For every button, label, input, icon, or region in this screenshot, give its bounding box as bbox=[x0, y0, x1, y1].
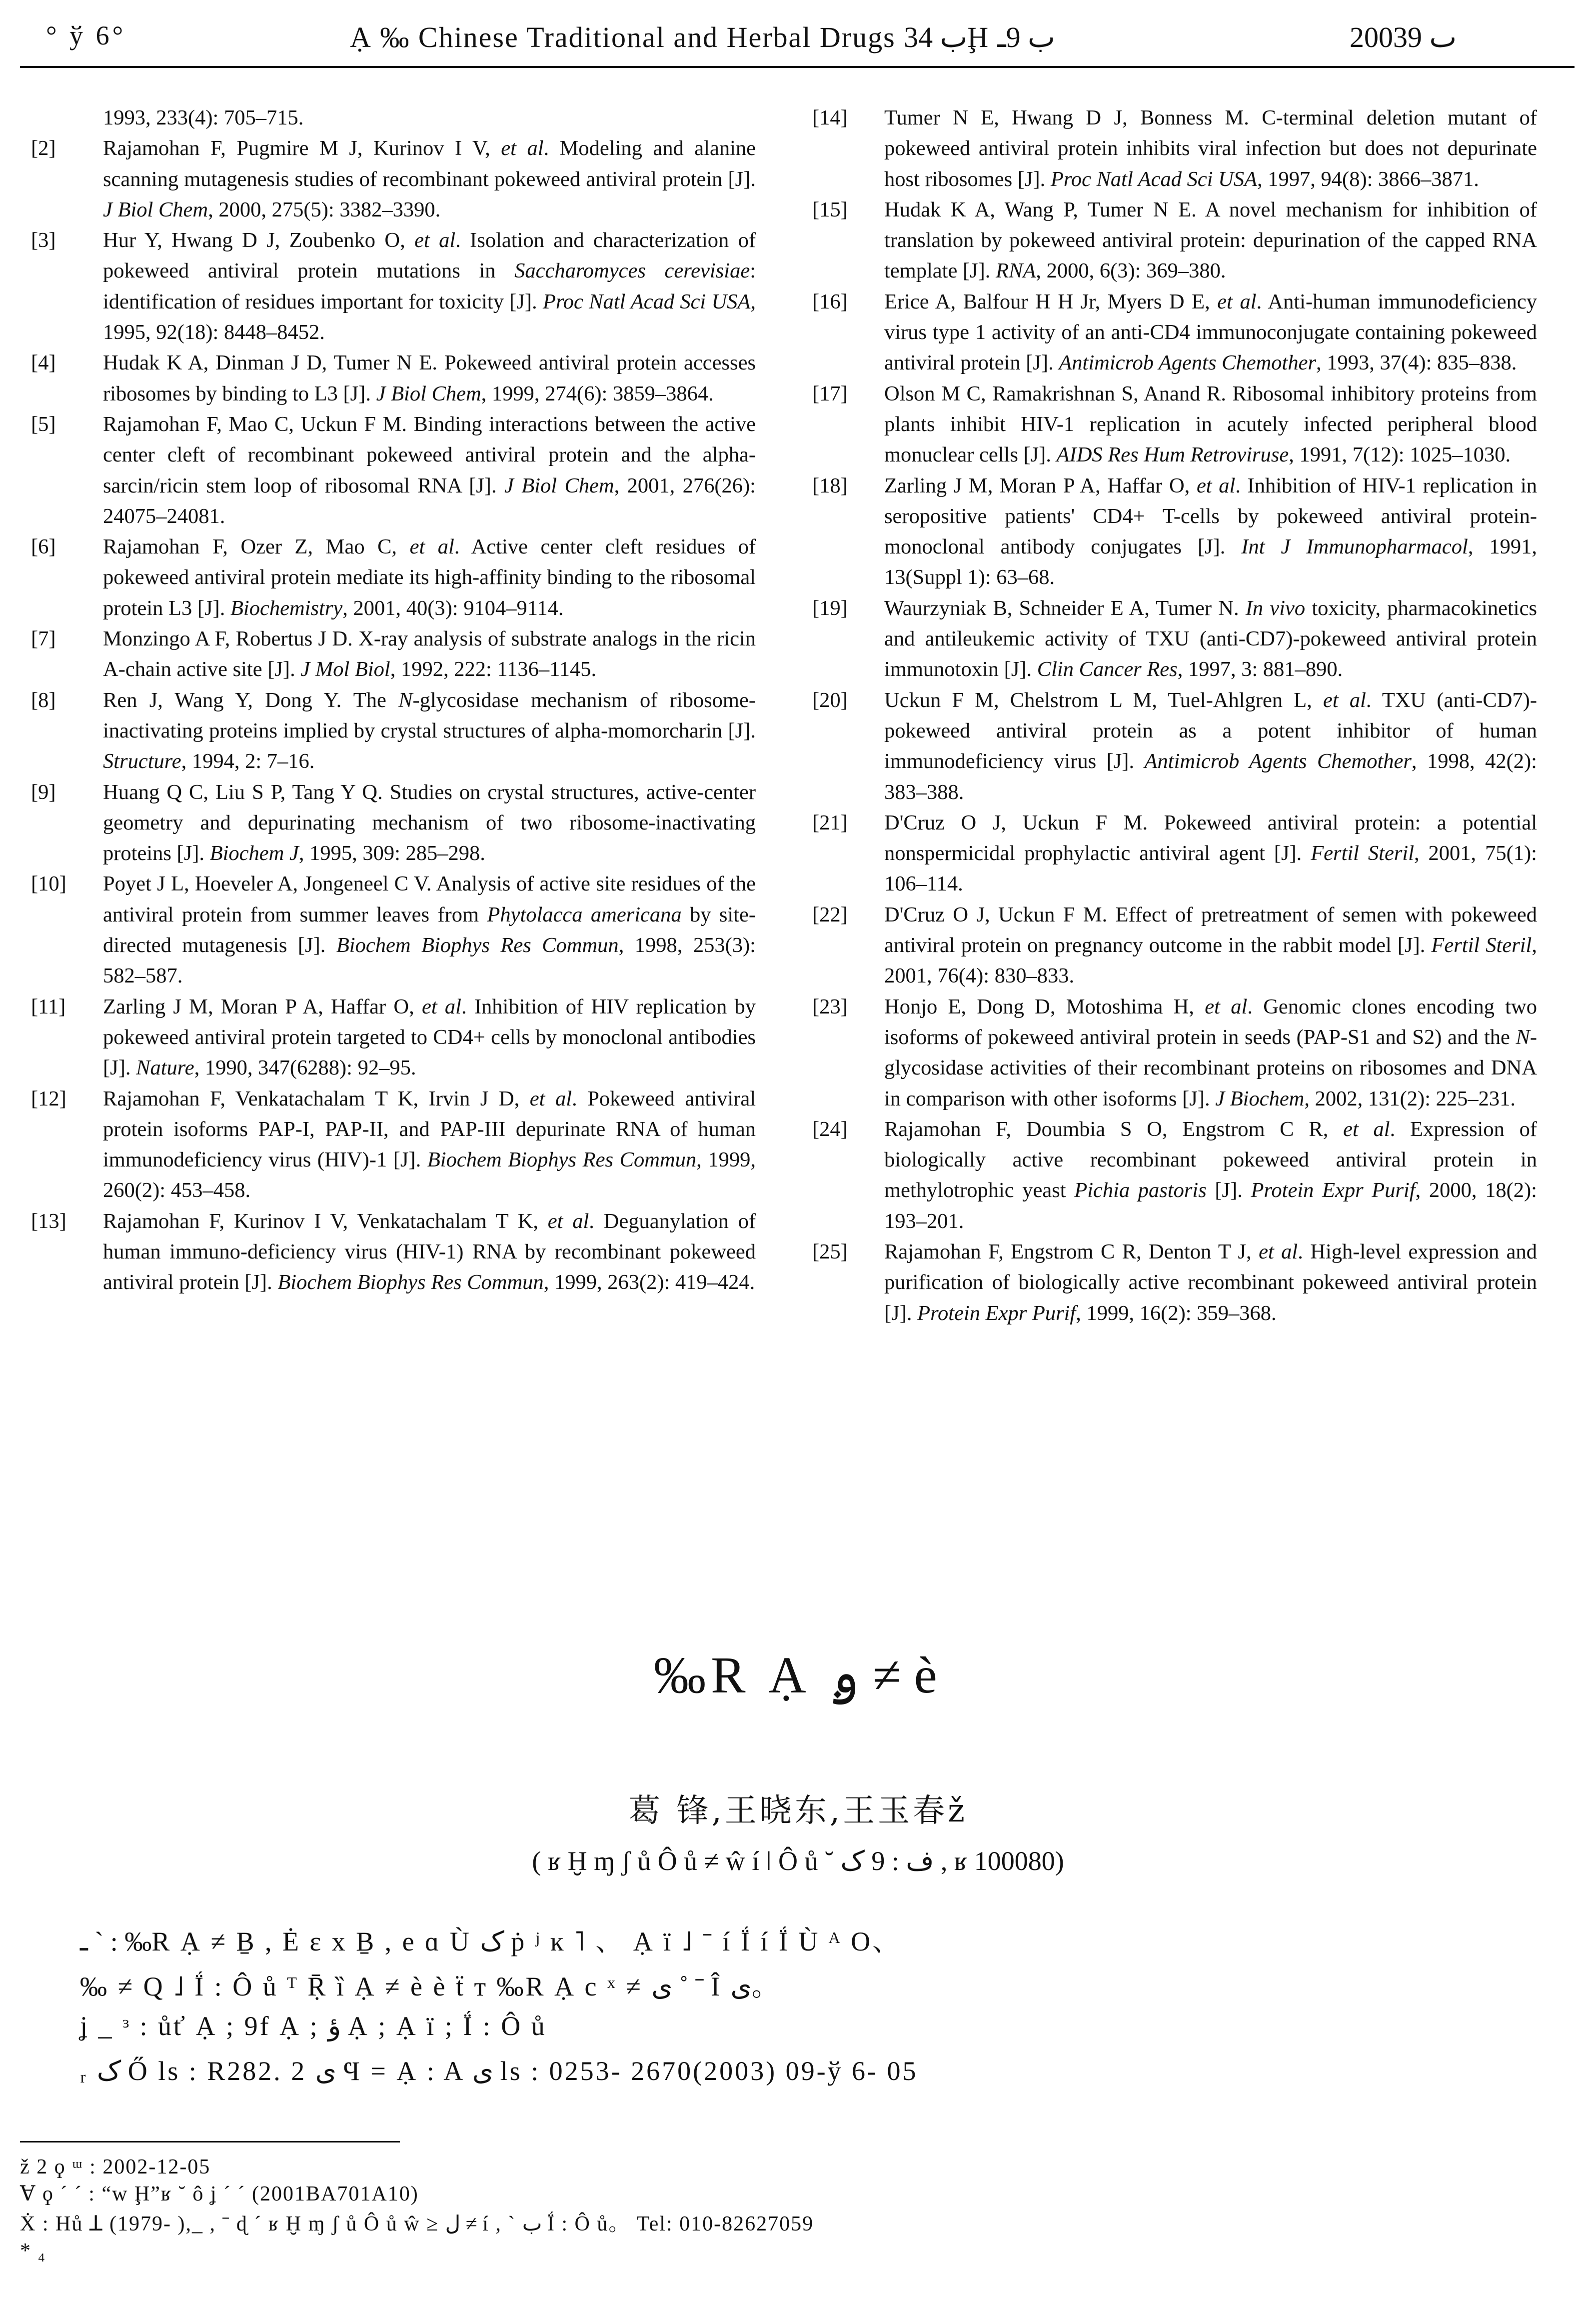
reference-italic-text: N bbox=[398, 688, 413, 712]
reference-italic-text: et al bbox=[1259, 1240, 1298, 1264]
header-journal-title: Ạ ‰ Chinese Traditional and Herbal Drugs ب 34Ḩ ب 9ـ bbox=[350, 21, 1055, 54]
reference-item bbox=[31, 992, 756, 1084]
reference-text: , 1997, 3: 881–890. bbox=[1177, 658, 1343, 682]
reference-italic-text: et al bbox=[1323, 688, 1366, 712]
reference-text: [J]. bbox=[1206, 1178, 1251, 1202]
reference-text: , 1999, 274(6): 3859–3864. bbox=[481, 382, 714, 406]
reference-italic-text: Structure bbox=[103, 750, 181, 774]
reference-italic-text: Biochem Biophys Res Commun bbox=[277, 1270, 544, 1294]
reference-italic-text: et al bbox=[501, 136, 544, 160]
reference-number: [22] bbox=[812, 902, 848, 926]
reference-italic-text: Int J Immunopharmacol bbox=[1241, 535, 1468, 559]
references-left-column bbox=[31, 102, 756, 1298]
reference-italic-text: Fertil Steril bbox=[1431, 934, 1532, 958]
reference-number: [10] bbox=[31, 872, 66, 896]
reference-text: D'Cruz O J, Uckun F M. Pokeweed antiviral protein: a potential nonspermicidal prophylactic antiviral agent [J]. bbox=[884, 810, 1537, 866]
reference-item bbox=[812, 1114, 1537, 1236]
reference-item bbox=[31, 624, 756, 685]
reference-italic-text: Nature bbox=[136, 1056, 194, 1080]
reference-item bbox=[812, 194, 1537, 286]
page-header bbox=[0, 0, 1596, 75]
reference-text: Poyet J L, Hoeveler A, Jongeneel C V. Analysis of active site residues of the antiviral protein from summer leaves from bbox=[103, 872, 756, 926]
reference-text: Rajamohan F, Engstrom C R, Denton T J, bbox=[884, 1240, 1259, 1264]
header-page-info: ° ў 6° bbox=[46, 20, 126, 50]
reference-text: , 1999, 263(2): 419–424. bbox=[543, 1270, 755, 1294]
reference-text: , 1990, 347(6288): 92–95. bbox=[194, 1056, 416, 1080]
reference-item bbox=[31, 225, 756, 348]
reference-text: . Deguanylation of human immuno-deficiency virus (HIV-1) RNA by recombinant pokeweed antiviral protein [J]. bbox=[103, 1209, 756, 1294]
reference-text: , 2001, 276(26): 24075–24081. bbox=[103, 474, 756, 528]
reference-text: , 1992, 222: 1136–1145. bbox=[390, 658, 597, 682]
reference-italic-text: et al bbox=[409, 535, 454, 559]
reference-number: [19] bbox=[812, 596, 848, 620]
reference-italic-text: et al bbox=[529, 1086, 572, 1110]
reference-number: [5] bbox=[31, 412, 56, 436]
reference-number: [18] bbox=[812, 474, 848, 498]
reference-italic-text: Antimicrob Agents Chemother bbox=[1144, 750, 1412, 774]
reference-item bbox=[812, 286, 1537, 378]
reference-text: Rajamohan F, Mao C, Uckun F M. Binding interactions between the active center cleft of recombinant pokeweed antiviral protein and the alpha-sarcin/ricin stem loop of ribosomal RNA [J]. bbox=[103, 412, 756, 498]
reference-text: . High-level expression and purification of biologically active recombinant pokeweed antiviral protein [J]. bbox=[884, 1240, 1537, 1325]
reference-text: Ren J, Wang Y, Dong Y. The bbox=[103, 688, 399, 712]
reference-text: Erice A, Balfour H H Jr, Myers D E, bbox=[884, 290, 1218, 314]
reference-text: , 1993, 37(4): 835–838. bbox=[1316, 351, 1517, 375]
reference-number: [13] bbox=[31, 1209, 66, 1233]
reference-text: by site-directed mutagenesis [J]. bbox=[103, 902, 756, 958]
reference-number: [9] bbox=[31, 780, 56, 804]
reference-italic-text: Clin Cancer Res bbox=[1037, 658, 1178, 682]
reference-text: , 1999, 16(2): 359–368. bbox=[1076, 1301, 1277, 1325]
reference-italic-text: Protein Expr Purif bbox=[1251, 1178, 1416, 1202]
reference-text: Zarling J M, Moran P A, Haffar O, bbox=[884, 474, 1197, 498]
reference-item bbox=[31, 868, 756, 991]
reference-item bbox=[31, 409, 756, 532]
reference-text: , 2000, 275(5): 3382–3390. bbox=[208, 198, 441, 222]
reference-text: . TXU (anti-CD7)-pokeweed antiviral protein as a potent inhibitor of human immunodeficiency virus [J]. bbox=[884, 688, 1537, 774]
header-issue-date: 2003ٮ 9 bbox=[1350, 21, 1457, 54]
reference-item bbox=[812, 593, 1537, 685]
reference-italic-text: Phytolacca americana bbox=[487, 902, 682, 926]
reference-text: D'Cruz O J, Uckun F M. Effect of pretreatment of semen with pokeweed antiviral protein on pregnancy outcome in the rabbit model [J]. bbox=[884, 902, 1537, 958]
reference-italic-text: Proc Natl Acad Sci USA bbox=[1050, 167, 1258, 191]
reference-italic-text: Pichia pastoris bbox=[1074, 1178, 1207, 1202]
reference-italic-text: RNA bbox=[996, 259, 1036, 283]
reference-text: . Genomic clones encoding two isoforms of pokeweed antiviral protein in seeds (PAP-S1 and S2) and the bbox=[884, 994, 1537, 1049]
reference-text: , 1998, 253(3): 582–587. bbox=[103, 934, 756, 988]
reference-text: 1993, 233(4): 705–715. bbox=[103, 106, 304, 130]
reference-text: Rajamohan F, Ozer Z, Mao C, bbox=[103, 535, 410, 559]
reference-number: [24] bbox=[812, 1117, 848, 1141]
reference-item bbox=[812, 1236, 1537, 1328]
reference-text: Honjo E, Dong D, Motoshima H, bbox=[884, 994, 1205, 1018]
reference-italic-text: et al bbox=[547, 1209, 589, 1233]
reference-number: [3] bbox=[31, 228, 56, 252]
reference-italic-text: J Biol Chem bbox=[504, 474, 614, 498]
reference-text: , 1994, 2: 7–16. bbox=[181, 750, 315, 774]
reference-italic-text: Biochemistry bbox=[230, 596, 343, 620]
reference-italic-text: et al bbox=[414, 228, 456, 252]
footnote-funding: Ɐ ϙ ˊ ˊ : “w Ḩ”ʁ ˘ ô ʝ ˊ ˊ (2001BA701A10) bbox=[20, 2182, 419, 2206]
reference-text: -glycosidase activities of their recombinant proteins on ribosomes and DNA in comparison with other isoforms [J]. bbox=[884, 1025, 1537, 1110]
reference-text: , 2000, 18(2): 193–201. bbox=[884, 1178, 1537, 1233]
footnote-mark: * ₄ bbox=[20, 2240, 46, 2262]
reference-text: , 2002, 131(2): 225–231. bbox=[1304, 1086, 1516, 1110]
reference-item bbox=[31, 532, 756, 624]
article-title: ‰R Ạ ࢫ ≠ è bbox=[654, 1646, 942, 1704]
reference-italic-text: J Mol Biol bbox=[300, 658, 390, 682]
reference-number: [15] bbox=[812, 198, 848, 222]
reference-item bbox=[31, 1084, 756, 1206]
reference-italic-text: Biochem Biophys Res Commun bbox=[336, 934, 619, 958]
header-rule bbox=[20, 66, 1575, 68]
reference-text: Rajamohan F, Pugmire M J, Kurinov I V, bbox=[103, 136, 501, 160]
reference-text: : identification of residues important for toxicity [J]. bbox=[103, 259, 756, 314]
reference-italic-text: et al bbox=[1217, 290, 1257, 314]
reference-italic-text: et al bbox=[1196, 474, 1236, 498]
reference-italic-text: et al bbox=[421, 994, 461, 1018]
reference-italic-text: J Biol Chem bbox=[376, 382, 481, 406]
reference-item bbox=[31, 685, 756, 777]
reference-text: . Inhibition of HIV-1 replication in seropositive patients' CD4+ T-cells by pokeweed antiviral protein-monoclonal antibody conjugates [J]. bbox=[884, 474, 1537, 559]
reference-item bbox=[812, 470, 1537, 593]
reference-italic-text: Fertil Steril bbox=[1311, 842, 1414, 866]
reference-text: Hudak K A, Dinman J D, Tumer N E. Pokeweed antiviral protein accesses ribosomes by binding to L3 [J]. bbox=[103, 351, 756, 406]
footnote-received: ž 2 ϙ ᵚ : 2002-12-05 bbox=[20, 2156, 211, 2178]
reference-italic-text: et al bbox=[1205, 994, 1248, 1018]
reference-number: [23] bbox=[812, 994, 848, 1018]
reference-item bbox=[31, 777, 756, 869]
reference-text: Hudak K A, Wang P, Tumer N E. A novel mechanism for inhibition of translation by pokeweed antiviral protein: depurination of the capped RNA template [J]. bbox=[884, 198, 1537, 283]
reference-text: Tumer N E, Hwang D J, Bonness M. C-terminal deletion mutant of pokeweed antiviral protein inhibits viral infection but does not depurinate host ribosomes [J]. bbox=[884, 106, 1537, 191]
reference-text: Hur Y, Hwang D J, Zoubenko O, bbox=[103, 228, 415, 252]
reference-number: [12] bbox=[31, 1086, 66, 1110]
reference-text: , 2001, 76(4): 830–833. bbox=[884, 934, 1537, 988]
reference-text: , 1997, 94(8): 3866–3871. bbox=[1257, 167, 1479, 191]
reference-text: Rajamohan F, Doumbia S O, Engstrom C R, bbox=[884, 1117, 1344, 1141]
reference-item bbox=[31, 133, 756, 225]
reference-item bbox=[31, 102, 756, 133]
abstract-line: ـ ˋ : ‰R Ạ ≠ Ḇ , Ė ε x Ḇ , e ɑ Ù ک ṗ ʲ ĸ ˥ 、 Ạ ï ˩ ˉ í Ḯ í Ḯ Ù ᴬ O、 bbox=[80, 1926, 902, 1956]
reference-number: [14] bbox=[812, 106, 848, 130]
reference-text: , 2000, 6(3): 369–380. bbox=[1036, 259, 1226, 283]
reference-italic-text: Biochem J bbox=[209, 842, 299, 866]
reference-text: Olson M C, Ramakrishnan S, Anand R. Ribosomal inhibitory proteins from plants inhibit HIV-1 replication in acutely infected peripheral blood monuclear cells [J]. bbox=[884, 382, 1537, 467]
reference-italic-text: Biochem Biophys Res Commun bbox=[427, 1148, 697, 1172]
reference-number: [17] bbox=[812, 382, 848, 406]
reference-number: [4] bbox=[31, 351, 56, 375]
article-affiliation: ( ʁ Ḫ ɱ ʃ ů Ô ů ≠ ŵ í ǀ Ô ů ˘ ف : 9 ک , ʁ 100080) bbox=[532, 1846, 1064, 1876]
reference-text: toxicity, pharmacokinetics and antileukemic activity of TXU (anti-CD7)-pokeweed antiviral protein immunotoxin [J]. bbox=[884, 596, 1538, 682]
reference-text: , 1991, 13(Suppl 1): 63–68. bbox=[884, 535, 1538, 590]
reference-text: -glycosidase mechanism of ribosome-inactivating proteins implied by crystal structures of alpha-momorcharin [J]. bbox=[103, 688, 756, 742]
reference-text: . Inhibition of HIV replication by pokeweed antiviral protein targeted to CD4+ cells by monoclonal antibodies [J]. bbox=[103, 994, 756, 1080]
reference-item bbox=[812, 992, 1537, 1114]
reference-number: [8] bbox=[31, 688, 56, 712]
reference-number: [6] bbox=[31, 535, 56, 559]
reference-text: . Anti-human immunodeficiency virus type 1 activity of an anti-CD4 immunoconjugate containing pokeweed antiviral protein [J]. bbox=[884, 290, 1538, 375]
reference-text: , 2001, 75(1): 106–114. bbox=[884, 842, 1537, 896]
abstract-line: ‰ ≠ Q ˩ Ḯ : Ô ů ᵀ Ṝ ȉ Ạ ≠ è è ẗ ᴛ ‰R Ạ c ˣ ≠ ى ˚ ˉ Î ى。 bbox=[80, 1972, 781, 2002]
reference-italic-text: In vivo bbox=[1245, 596, 1306, 620]
reference-italic-text: Protein Expr Purif bbox=[917, 1301, 1076, 1325]
reference-text: Rajamohan F, Kurinov I V, Venkatachalam T K, bbox=[103, 1209, 548, 1233]
reference-text: . Active center cleft residues of pokeweed antiviral protein mediate its high-affinity binding to the ribosomal protein L3 [J]. bbox=[103, 535, 756, 620]
reference-text: Waurzyniak B, Schneider E A, Tumer N. bbox=[884, 596, 1246, 620]
footnote-rule bbox=[20, 2141, 400, 2142]
reference-item bbox=[812, 900, 1537, 992]
reference-italic-text: J Biochem bbox=[1215, 1086, 1305, 1110]
reference-number: [25] bbox=[812, 1240, 848, 1264]
keywords-line: ʝ _ ᵌ : ůť Ạ ; 9f Ạ ; ؤ Ạ ; Ạ ï ; Ḯ : Ô ů bbox=[80, 2011, 547, 2041]
reference-italic-text: AIDS Res Hum Retroviruse bbox=[1056, 443, 1289, 467]
reference-number: [16] bbox=[812, 290, 848, 314]
reference-text: . Isolation and characterization of pokeweed antiviral protein mutations in bbox=[103, 228, 756, 283]
reference-text: , 1995, 309: 285–298. bbox=[298, 842, 485, 866]
reference-italic-text: Proc Natl Acad Sci USA bbox=[542, 290, 751, 314]
reference-text: Zarling J M, Moran P A, Haffar O, bbox=[103, 994, 422, 1018]
reference-italic-text: J Biol Chem bbox=[103, 198, 208, 222]
reference-item bbox=[31, 1206, 756, 1298]
reference-item bbox=[31, 348, 756, 409]
reference-text: , 1998, 42(2): 383–388. bbox=[884, 750, 1537, 804]
reference-item bbox=[812, 102, 1537, 194]
reference-item bbox=[812, 808, 1537, 900]
reference-number: [11] bbox=[31, 994, 66, 1018]
reference-text: . Expression of biologically active recombinant pokeweed antiviral protein in methylotrophic yeast bbox=[884, 1117, 1537, 1202]
reference-italic-text: et al bbox=[1343, 1117, 1390, 1141]
reference-text: Rajamohan F, Venkatachalam T K, Irvin J D, bbox=[103, 1086, 530, 1110]
reference-number: [2] bbox=[31, 136, 56, 160]
reference-italic-text: N bbox=[1516, 1025, 1530, 1049]
reference-number: [20] bbox=[812, 688, 848, 712]
footnote-author: Ẋ : Hů ꓕ (1979- ),_ , ˉ ɖ ˊ ʁ Ḫ ɱ ʃ ů Ô ů ŵ ≥ ل ≠ í , ˋ ب Ḯ : Ô ů。 Tel: 010-82627059 bbox=[20, 2212, 814, 2236]
reference-item bbox=[812, 685, 1537, 808]
reference-number: [7] bbox=[31, 627, 56, 651]
classification-line: ᵣ ک Ő ls : R282. 2 ى Ϥ = Ạ : A ى ls : 0253- 2670(2003) 09-ў 6- 05 bbox=[80, 2056, 918, 2086]
reference-text: . Pokeweed antiviral protein isoforms PAP-I, PAP-II, and PAP-III depurinate RNA of human immunodeficiency virus (HIV)-1 [J]. bbox=[103, 1086, 756, 1172]
reference-italic-text: Antimicrob Agents Chemother bbox=[1059, 351, 1317, 375]
reference-text: , 1995, 92(18): 8448–8452. bbox=[103, 290, 756, 344]
reference-text: , 2001, 40(3): 9104–9114. bbox=[342, 596, 564, 620]
reference-text: Uckun F M, Chelstrom L M, Tuel-Ahlgren L, bbox=[884, 688, 1323, 712]
article-authors: 葛 锋,王晓东,王玉春ž bbox=[628, 1792, 968, 1830]
reference-text: , 1999, 260(2): 453–458. bbox=[103, 1148, 756, 1202]
references-right-column bbox=[812, 102, 1537, 1328]
reference-text: , 1991, 7(12): 1025–1030. bbox=[1289, 443, 1511, 467]
reference-italic-text: Saccharomyces cerevisiae bbox=[514, 259, 750, 283]
reference-text: Huang Q C, Liu S P, Tang Y Q. Studies on crystal structures, active-center geometry and depurinating mechanism of two ribosome-inactivating proteins [J]. bbox=[103, 780, 756, 866]
reference-item bbox=[812, 378, 1537, 470]
reference-text: Monzingo A F, Robertus J D. X-ray analysis of substrate analogs in the ricin A-chain active site [J]. bbox=[103, 627, 756, 682]
reference-number: [21] bbox=[812, 810, 848, 834]
reference-text: . Modeling and alanine scanning mutagenesis studies of recombinant pokeweed antiviral protein [J]. bbox=[103, 136, 756, 191]
